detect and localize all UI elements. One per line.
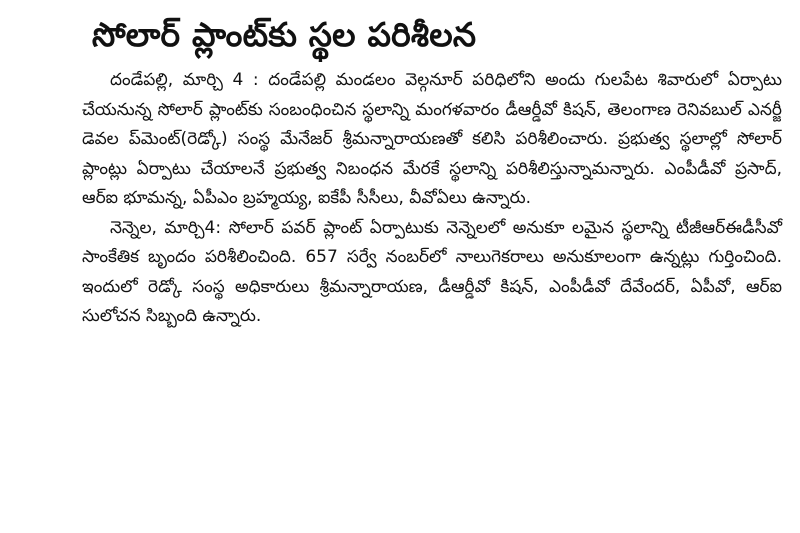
article-paragraph-nennela: నెన్నెల, మార్చి4: సోలార్ పవర్ ప్లాంట్ ఏర్పాటుకు నెన్నెలలో అనుకూ లమైన స్థలాన్ని టీజీఆర్ఈడీసీవో సాంకేతిక బృందం పరిశీలించింది. 657 సర్వే నంబర్‌లో నాలుగెకరాలు అనుకూలంగా ఉన్నట్లు గుర్తించింది. ఇందులో రెడ్కో సంస్థ అధికారులు శ్రీమన్నారాయణ, డీఆర్డీవో కిషన్, ఎంపీడీవో దేవేందర్, ఏపీవో, ఆర్ఐ సులోచన సిబ్బంది ఉన్నారు. xyxy=(82,217,782,326)
article-headline: సోలార్ ప్లాంట్‌కు స్థల పరిశీలన xyxy=(92,15,477,54)
article-paragraph-dandepalli: దండేపల్లి, మార్చి 4 : దండేపల్లి మండలం వెల్గనూర్ పరిధిలోని అందు గులపేట శివారులో ఏర్పాటు చేయనున్న సోలార్ ప్లాంట్‌కు సంబంధించిన స్థలాన్ని మంగళవారం డీఆర్డీవో కిషన్, తెలంగాణ రెనివబుల్ ఎనర్జీ డెవల ప్‌మెంట్(రెడ్కో) సంస్థ మేనేజర్ శ్రీమన్నారాయణతో కలిసి పరిశీలించారు. ప్రభుత్వ స్థలాల్లో సోలార్ ప్లాంట్లు ఏర్పాటు చేయాలనే ప్రభుత్వ నిబంధన మేరకే స్థలాన్ని పరిశీలిస్తున్నామన్నారు. ఎంపీడీవో ప్రసాద్, ఆర్ఐ భూమన్న, ఏపీఎం బ్రహ్మయ్య, ఐకేపీ సీసీలు, వీవోఏలు ఉన్నారు. xyxy=(82,70,782,208)
